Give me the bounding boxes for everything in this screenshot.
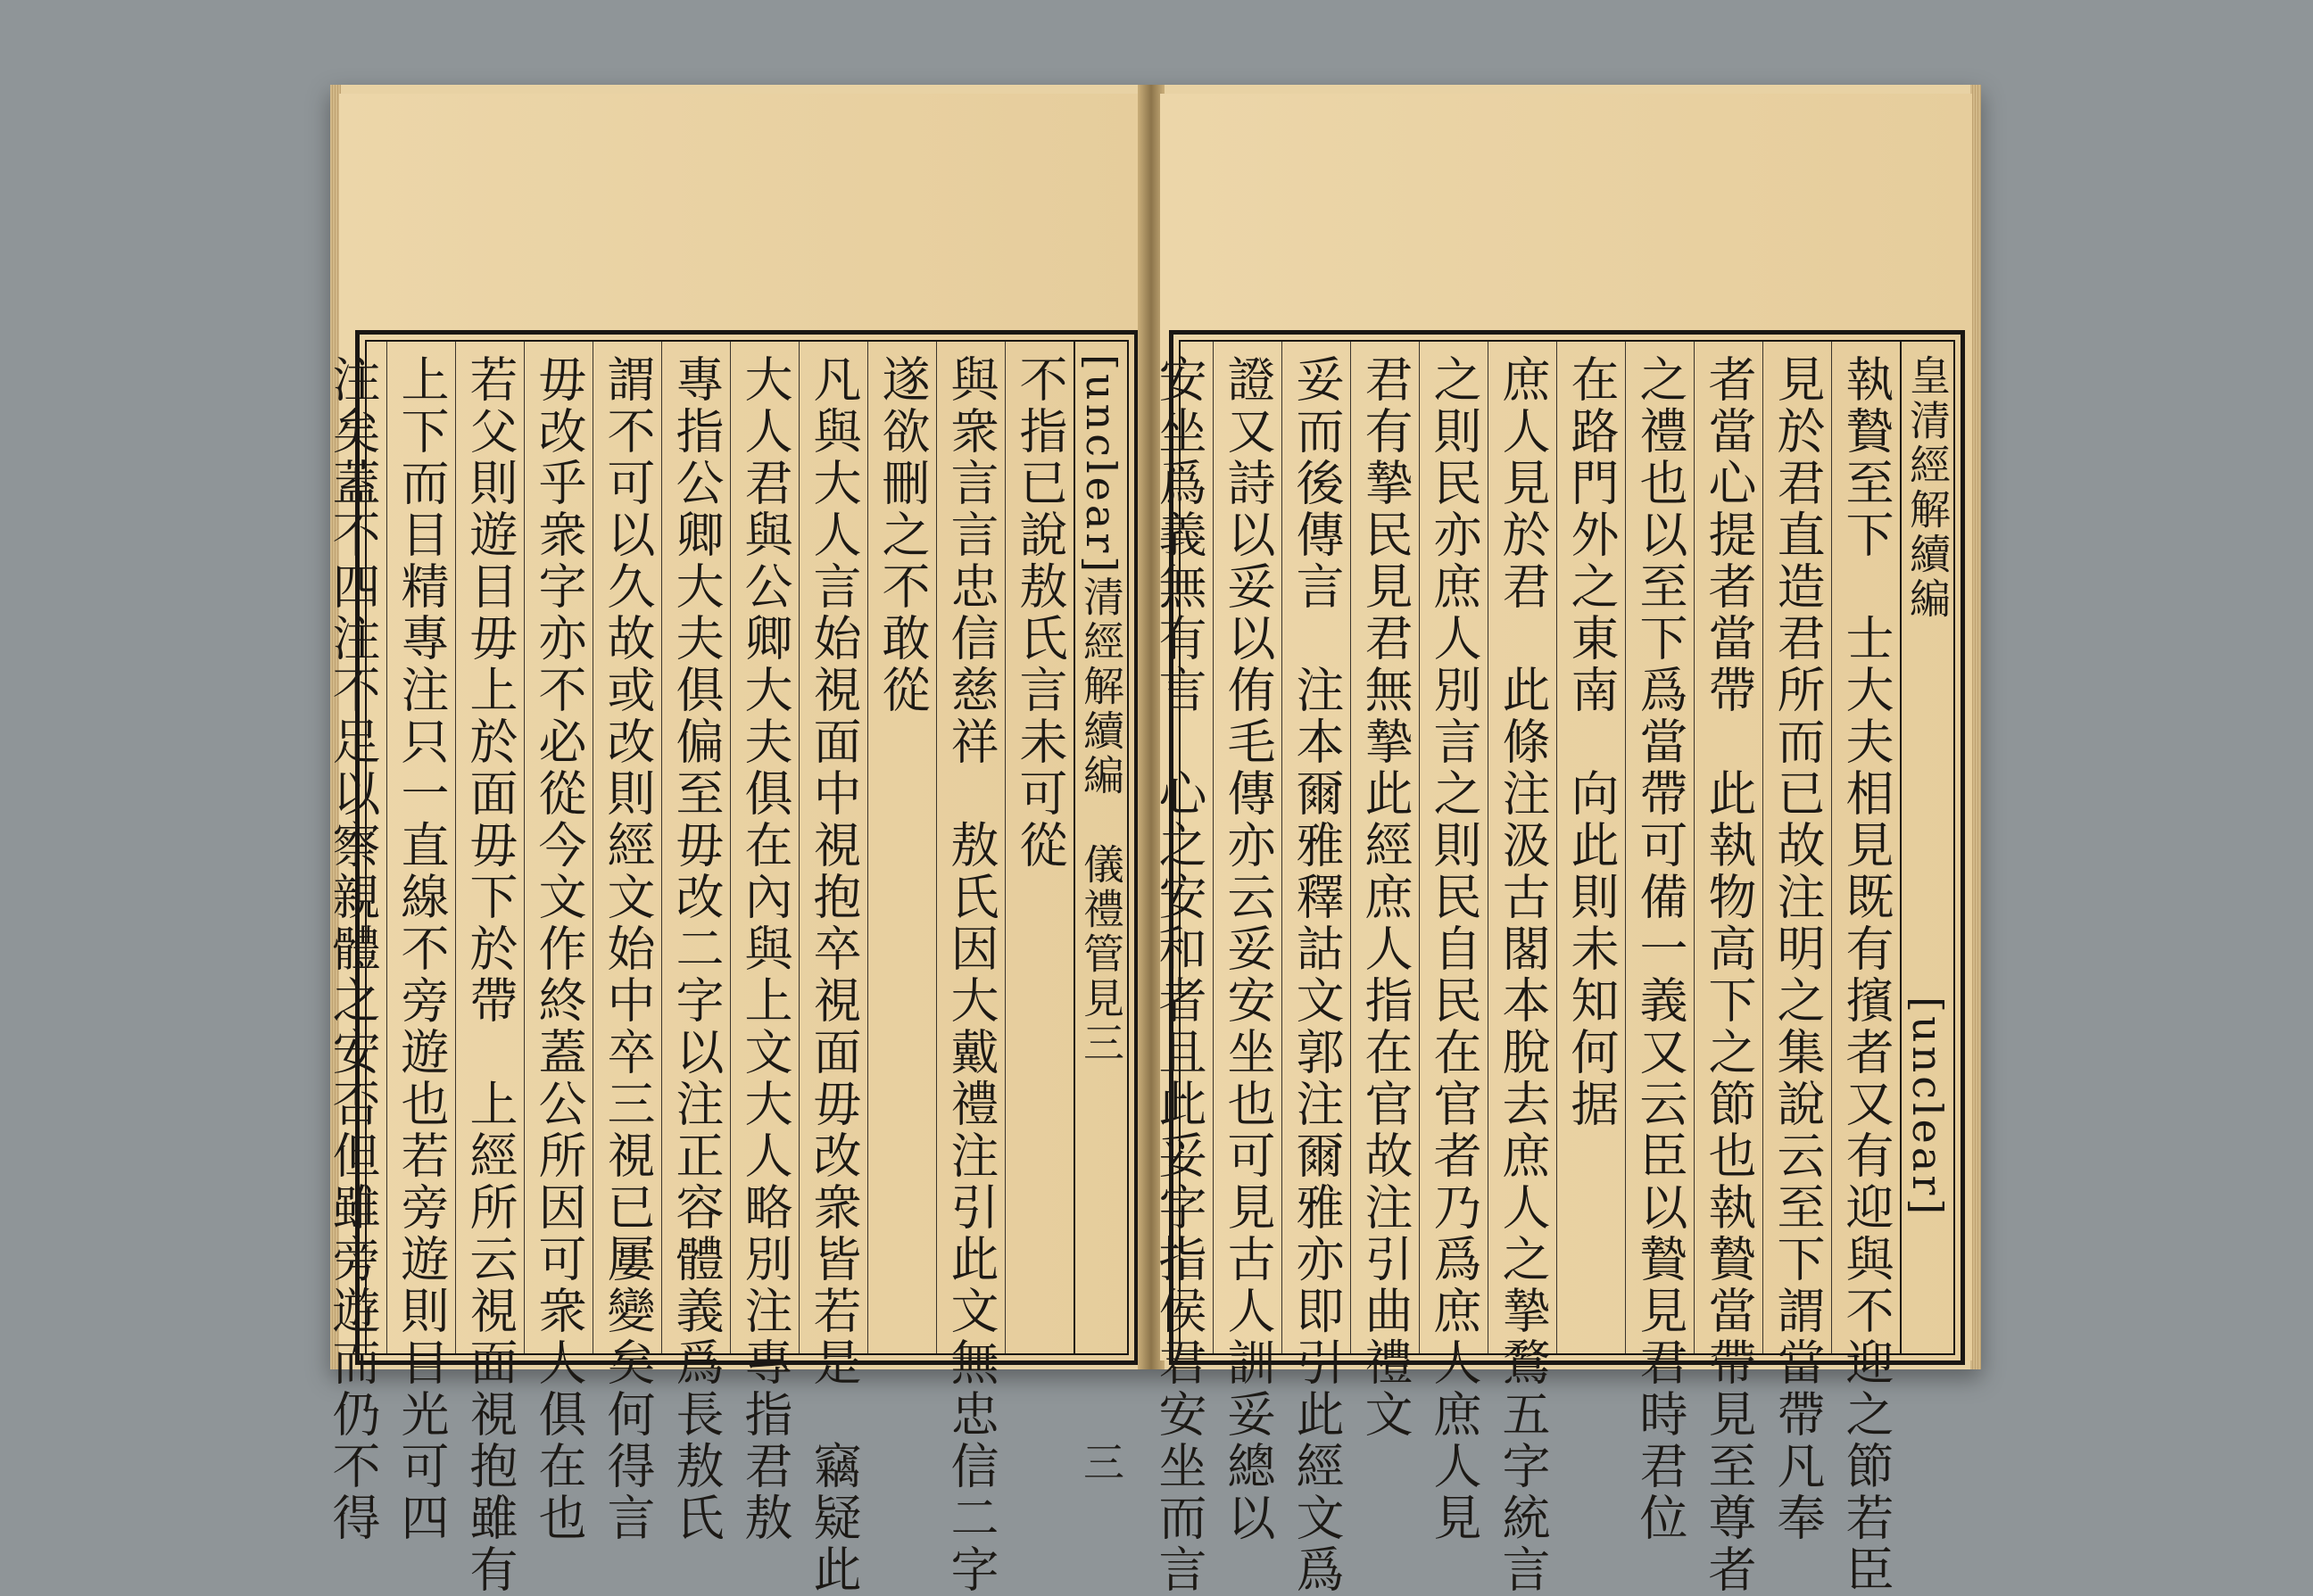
left-text-column: 大人君與公卿大夫俱在內與上文大人略別注專指君敖 bbox=[730, 342, 799, 1353]
right-text-column: 見於君直造君所而已故注明之集說云至下謂當帶凡奉 bbox=[1762, 342, 1831, 1353]
left-header-section: 儀禮管見三 bbox=[1077, 843, 1125, 1067]
right-text-column: 安坐爲義無有言 心之安和者且此妥字指侯君安坐而言 bbox=[1151, 354, 1207, 1596]
right-page-frame bbox=[1151, 330, 1965, 1596]
left-text-column: 專指公卿大夫俱偏至毋改二字以注正容體義爲長敖氏 bbox=[661, 342, 730, 1353]
left-text-column: 凡與大人言始視面中視抱卒視面毋改衆皆若是 竊疑此 bbox=[799, 342, 867, 1353]
right-text-column: 庶人見於君 此條注汲古閣本脫去庶人之摯鶩五字統言 bbox=[1488, 342, 1556, 1353]
left-text-column: 謂不可以久故或改則經文始中卒三視已屢變矣何得言 bbox=[593, 342, 661, 1353]
left-text-column: 不指已說敖氏言未可從 bbox=[1005, 342, 1074, 1353]
right-text-column: 之禮也以至下爲當帶可備一義又云臣以贄見君時君位 bbox=[1625, 342, 1694, 1353]
left-text-column: 上下而目精專注只一直線不旁遊也若旁遊則目光可四 bbox=[386, 342, 455, 1353]
open-book bbox=[325, 85, 1981, 1596]
left-text-column: 若父則遊目毋上於面毋下於帶 上經所云視面視抱雖有 bbox=[455, 342, 524, 1353]
left-page-frame bbox=[325, 330, 1139, 1596]
right-text-column: 之則民亦庶人別言之則民自民在官者乃爲庶人庶人見 bbox=[1419, 342, 1488, 1353]
right-header-page-number: [unclear] bbox=[1903, 996, 1952, 1219]
right-text-column: 君有摯民見君無摯此經庶人指在官故注引曲禮文 bbox=[1350, 342, 1419, 1353]
left-text-column: 遂欲刪之不敢從 bbox=[867, 342, 936, 1353]
right-header-title: 皇清經解續編 bbox=[1903, 354, 1952, 622]
right-page bbox=[1151, 94, 1972, 1596]
left-page-header bbox=[1074, 342, 1127, 1486]
right-page-header bbox=[1900, 342, 1953, 1353]
right-text-column: 在路門外之東南 向此則未知何据 bbox=[1556, 342, 1625, 1353]
left-header-page-number: 三 bbox=[1077, 1441, 1125, 1486]
left-text-column: 與衆言言忠信慈祥 敖氏因大戴禮注引此文無忠信二字 bbox=[936, 342, 1005, 1353]
left-text-column: 注矣蓋不四注不足以察親體之安否但雖旁遊而仍不得 bbox=[325, 354, 381, 1544]
right-text-column: 證又詩以妥以侑毛傳亦云妥安坐也可見古人訓妥總以 bbox=[1213, 342, 1281, 1353]
left-page bbox=[325, 94, 1142, 1596]
left-header-title: [unclear]清經解續編 bbox=[1077, 354, 1125, 799]
right-text-column: 妥而後傳言 注本爾雅釋詁文郭注爾雅亦即引此經文爲 bbox=[1281, 342, 1350, 1353]
right-text-column: 執贄至下 士大夫相見既有擯者又有迎與不迎之節若臣 bbox=[1831, 342, 1900, 1353]
right-text-columns bbox=[1151, 342, 1953, 1596]
right-text-column: 者當心提者當帶 此執物高下之節也執贄當帶見至尊者 bbox=[1694, 342, 1762, 1353]
left-text-columns bbox=[325, 342, 1127, 1596]
left-text-column: 毋改乎衆字亦不必從今文作終蓋公所因可衆人俱在也 bbox=[524, 342, 593, 1353]
